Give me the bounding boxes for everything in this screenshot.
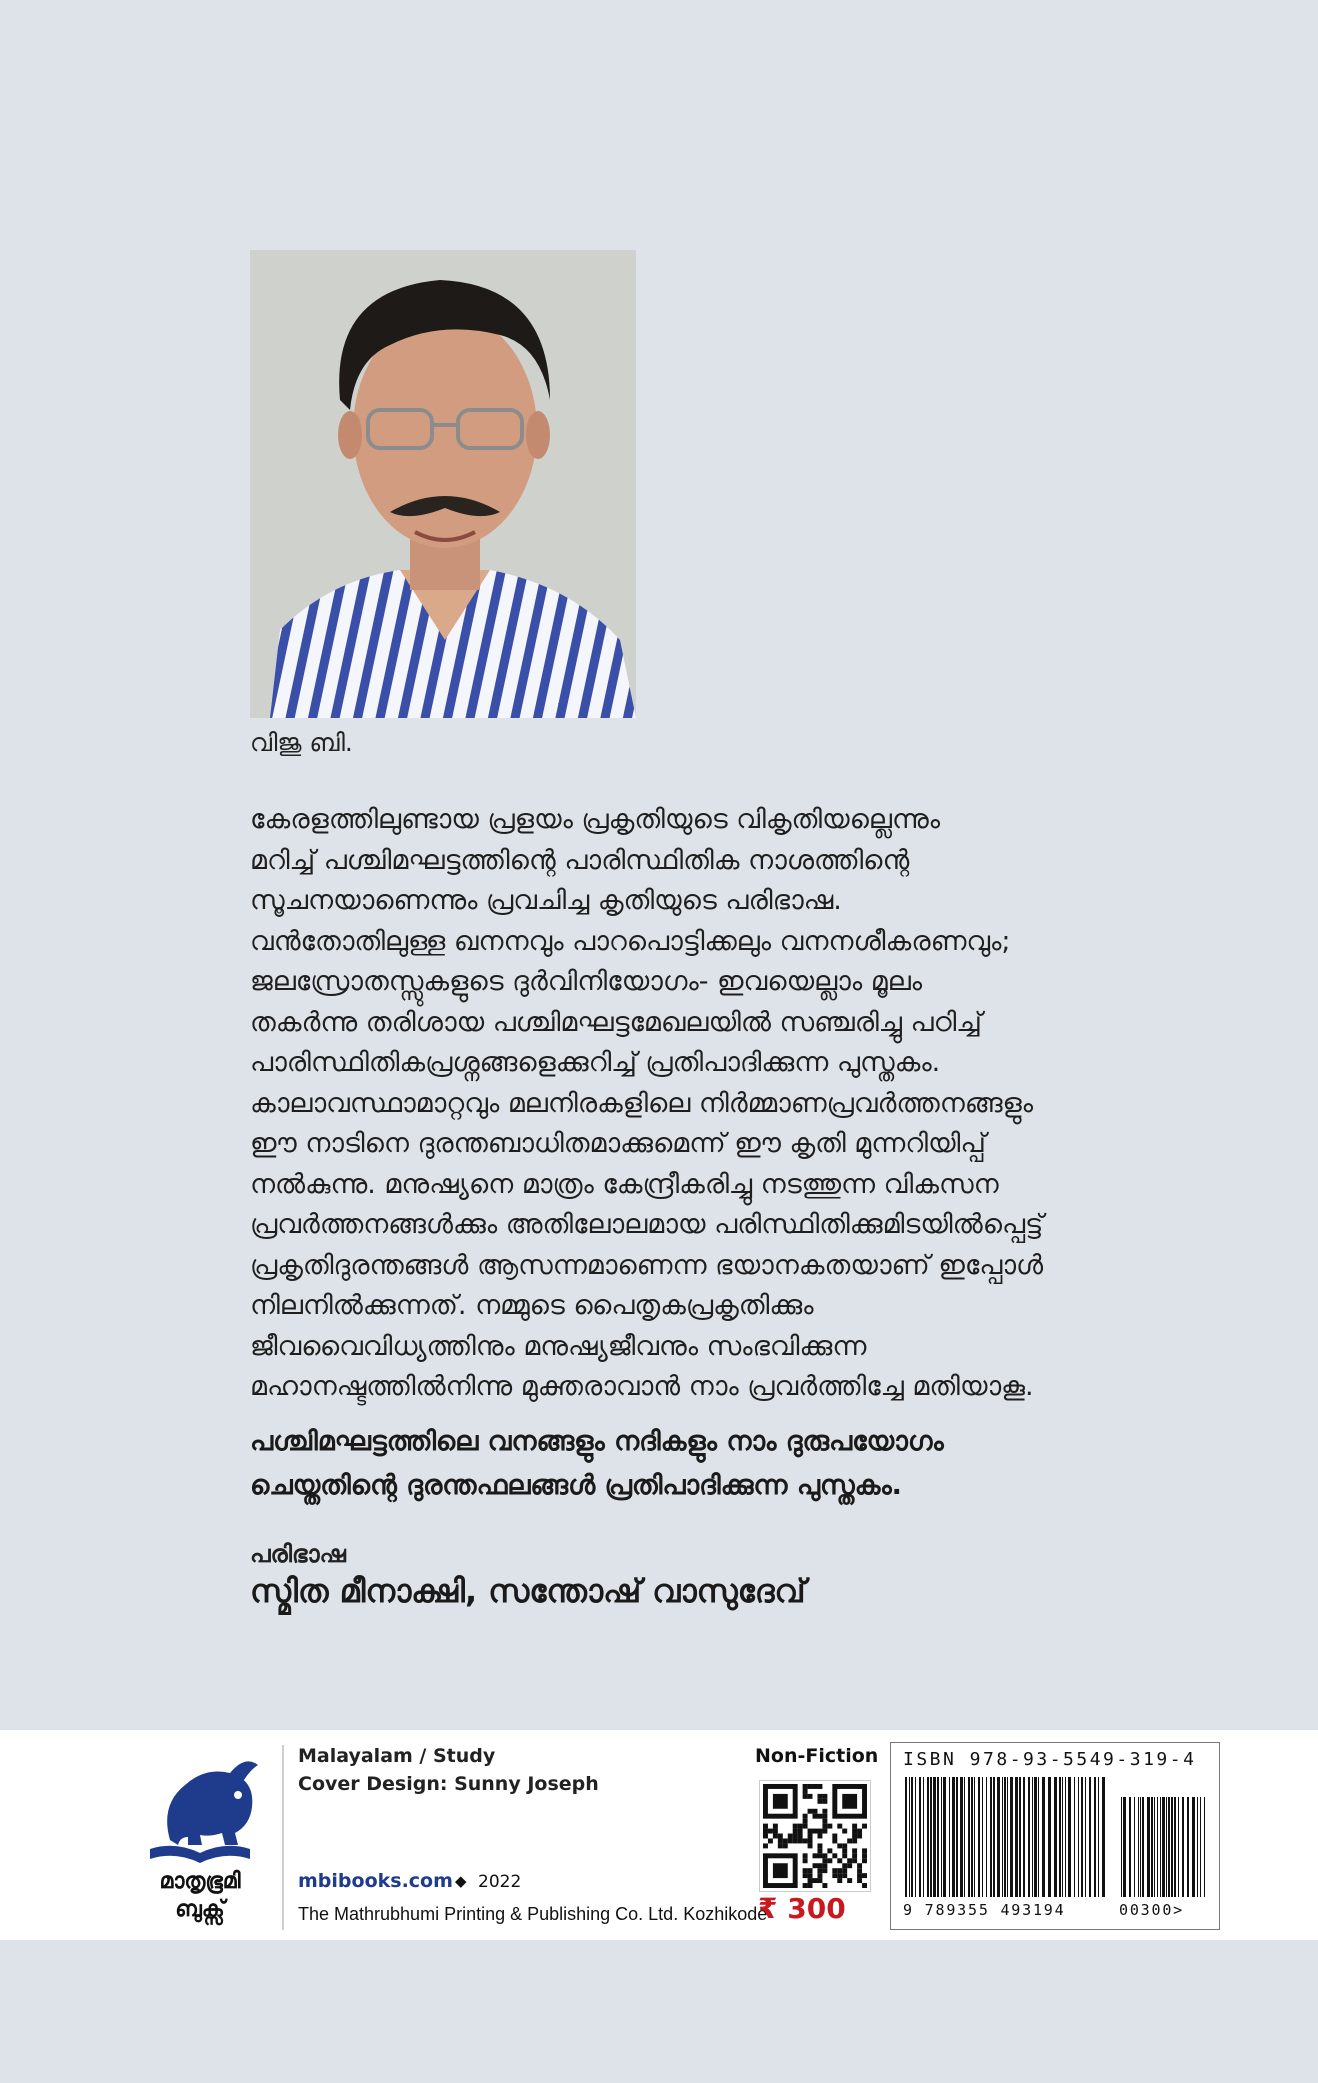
description-line: കാലാവസ്ഥാമാറ്റവും മലനിരകളിലെ നിർമ്മാണപ്രവർത്തനങ്ങളും: [250, 1087, 1034, 1119]
isbn-label: ISBN 978-93-5549-319-4: [903, 1749, 1197, 1770]
barcode: [903, 1777, 1209, 1901]
description-line: ജലസ്രോതസ്സുകളുടെ ദുർവിനിയോഗം- ഇവയെല്ലാം മൂലം: [250, 966, 923, 997]
description-line: പ്രകൃതിദുരന്തങ്ങൾ ആസന്നമാണെന്ന ഭയാനകതയാണ് ഇപ്പോൾ: [250, 1249, 1044, 1281]
publication-year: 2022: [478, 1872, 522, 1892]
description-line: നൽകുന്നു. മനുഷ്യനെ മാത്രം കേന്ദ്രീകരിച്ചു നടത്തുന്ന വികസന: [250, 1168, 999, 1200]
translators: സ്മിത മീനാക്ഷി, സന്തോഷ് വാസുദേവ്: [250, 1572, 806, 1610]
summary-line: പശ്ചിമഘട്ടത്തിലെ വനങ്ങളും നദികളും നാം ദുരുപയോഗം: [250, 1426, 944, 1457]
price: ₹ 300: [758, 1892, 846, 1925]
description-line: നിലനിൽക്കുന്നത്. നമ്മുടെ പൈതൃകപ്രകൃതിക്കും: [250, 1290, 814, 1321]
barcode-number: 9 789355 493194: [903, 1901, 1066, 1919]
summary-line: ചെയ്തതിന്റെ ദുരന്തഫലങ്ങൾ പ്രതിപാദിക്കുന്ന പുസ്തകം.: [250, 1470, 902, 1501]
description-line: സൂചനയാണെന്നും പ്രവചിച്ച കൃതിയുടെ പരിഭാഷ.: [250, 885, 842, 916]
elephant-book-icon: [130, 1745, 270, 1865]
cover-design-credit: Cover Design: Sunny Joseph: [298, 1773, 599, 1795]
logo-line-2: ബുക്സ്: [175, 1897, 225, 1922]
publisher-logo-text: [130, 1868, 270, 1924]
author-photo: [250, 250, 636, 718]
category-label: Malayalam / Study: [298, 1745, 496, 1767]
bottom-band: [0, 1940, 1318, 2083]
author-caption: വിജു ബി.: [250, 728, 353, 757]
publisher-name: The Mathrubhumi Printing & Publishing Co. Ltd. Kozhikode: [298, 1904, 768, 1924]
description-line: മറിച്ച് പശ്ചിമഘട്ടത്തിന്റെ പാരിസ്ഥിതിക നാശത്തിന്റെ: [250, 844, 910, 876]
barcode-addon: 00300>: [1119, 1901, 1184, 1919]
description-line: മഹാനഷ്ടത്തിൽനിന്നു മുക്തരാവാൻ നാം പ്രവർത്തിച്ചേ മതിയാകൂ.: [250, 1371, 1034, 1402]
barcode-box: [890, 1742, 1220, 1930]
qr-code-icon: [763, 1784, 867, 1888]
description-line: തകർന്നു തരിശായ പശ്ചിമഘട്ടമേഖലയിൽ സഞ്ചരിച്ചു പഠിച്ച്: [250, 1006, 982, 1038]
description-line: കേരളത്തിലുണ്ടായ പ്രളയം പ്രകൃതിയുടെ വികൃതിയല്ലെന്നും: [250, 804, 941, 835]
qr-code: [759, 1780, 871, 1892]
translation-label: പരിഭാഷ: [250, 1540, 346, 1568]
footer-divider: [282, 1745, 284, 1930]
book-summary: [250, 1420, 1170, 1508]
description-line: പാരിസ്ഥിതികപ്രശ്നങ്ങളെക്കുറിച്ച് പ്രതിപാദിക്കുന്ന പുസ്തകം.: [250, 1047, 941, 1078]
description-line: പ്രവർത്തനങ്ങൾക്കും അതിലോലമായ പരിസ്ഥിതിക്കുമിടയിൽപ്പെട്ട്: [250, 1209, 1044, 1240]
author-portrait-icon: [250, 250, 636, 718]
book-description: [250, 800, 1170, 1408]
website-link[interactable]: mbibooks.com: [298, 1870, 453, 1892]
description-line: വൻതോതിലുള്ള ഖനനവും പാറപൊട്ടിക്കലും വനനശീകരണവും;: [250, 925, 1011, 957]
barcode-icon: [903, 1777, 1209, 1901]
description-line: ജീവവൈവിധ്യത്തിനും മനുഷ്യജീവനും സംഭവിക്കുന്ന: [250, 1330, 867, 1362]
genre-label: Non-Fiction: [755, 1745, 879, 1767]
description-line: ഈ നാടിനെ ദുരന്തബാധിതമാക്കുമെന്ന് ഈ കൃതി മുന്നറിയിപ്പ്: [250, 1128, 986, 1159]
diamond-icon: ◆: [455, 1872, 467, 1890]
logo-line-1: മാതൃഭൂമി: [159, 1869, 241, 1894]
